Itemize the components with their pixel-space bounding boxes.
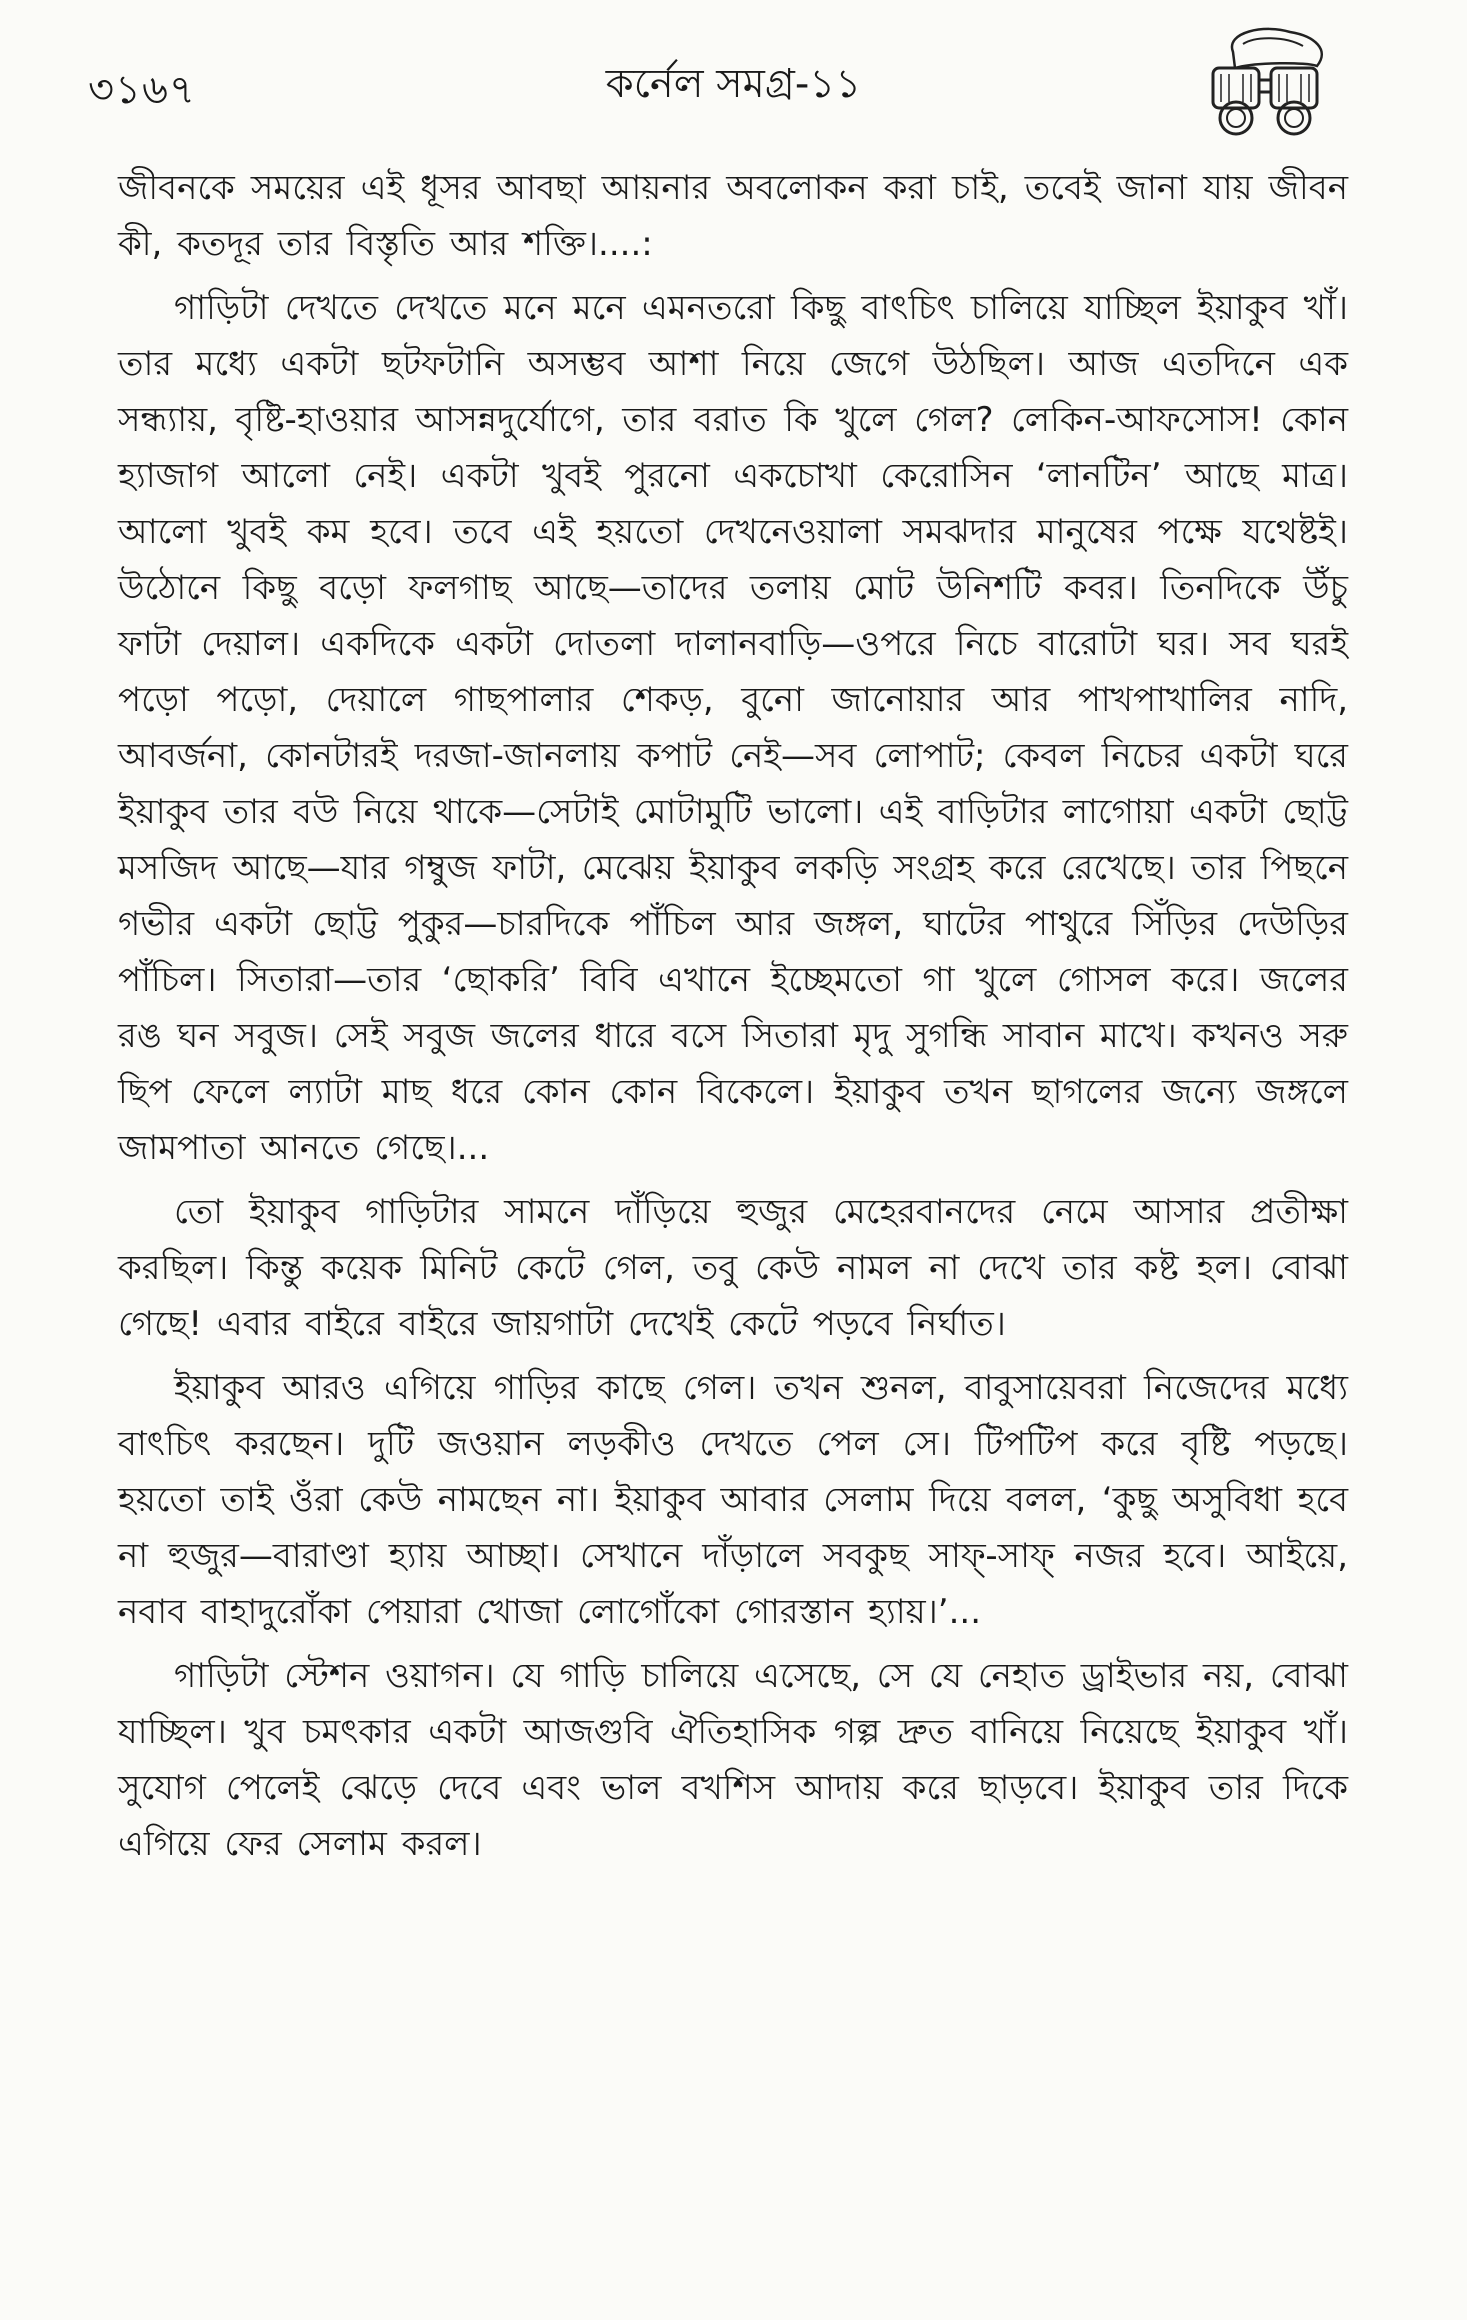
binoculars-logo-icon — [1195, 22, 1335, 137]
paragraph: গাড়িটা দেখতে দেখতে মনে মনে এমনতরো কিছু বাৎচিৎ চালিয়ে যাচ্ছিল ইয়াকুব খাঁ। তার মধ্যে একটা ছটফটানি অসম্ভব আশা নিয়ে জেগে উঠছিল। আজ এতদিনে এক সন্ধ্যায়, বৃষ্টি-হাওয়ার আসন্নদুর্যোগে, তার বরাত কি খুলে গেল? লেকিন-আফসোস! কোন হ্যাজাগ আলো নেই। একটা খুবই পুরনো একচোখা কেরোসিন ‘লানটিন’ আছে মাত্র। আলো খুবই কম হবে। তবে এই হয়তো দেখনেওয়ালা সমঝদার মানুষের পক্ষে যথেষ্টই। উঠোনে কিছু বড়ো ফলগাছ আছে—তাদের তলায় মোট উনিশটি কবর। তিনদিকে উঁচু ফাটা দেয়াল। একদিকে একটা দোতলা দালানবাড়ি—ওপরে নিচে বারোটা ঘর। সব ঘরই পড়ো পড়ো, দেয়ালে গাছপালার শেকড়, বুনো জানোয়ার আর পাখপাখালির নাদি, আবর্জনা, কোনটারই দরজা-জানলায় কপাট নেই—সব লোপাট; কেবল নিচের একটা ঘরে ইয়াকুব তার বউ নিয়ে থাকে—সেটাই মোটামুটি ভালো। এই বাড়িটার লাগোয়া একটা ছোট্ট মসজিদ আছে—যার গম্বুজ ফাটা, মেঝেয় ইয়াকুব লকড়ি সংগ্রহ করে রেখেছে। তার পিছনে গভীর একটা ছোট্ট পুকুর—চারদিকে পাঁচিল আর জঙ্গল, ঘাটের পাথুরে সিঁড়ির দেউড়ির পাঁচিল। সিতারা—তার ‘ছোকরি’ বিবি এখানে ইচ্ছেমতো গা খুলে গোসল করে। জলের রঙ ঘন সবুজ। সেই সবুজ জলের ধারে বসে সিতারা মৃদু সুগন্ধি সাবান মাখে। কখনও সরু ছিপ ফেলে ল্যাটা মাছ ধরে কোন কোন বিকেলে। ইয়াকুব তখন ছাগলের জন্যে জঙ্গলে জামপাতা আনতে গেছে।... — [118, 288, 1348, 1168]
body-text — [118, 160, 1348, 1872]
paragraph: ইয়াকুব আরও এগিয়ে গাড়ির কাছে গেল। তখন শুনল, বাবুসায়েবরা নিজেদের মধ্যে বাৎচিৎ করছেন। দুটি জওয়ান লড়কীও দেখতে পেল সে। টিপটিপ করে বৃষ্টি পড়ছে। হয়তো তাই ওঁরা কেউ নামছেন না। ইয়াকুব আবার সেলাম দিয়ে বলল, ‘কুছু অসুবিধা হবে না হুজুর—বারাণ্ডা হ্যায় আচ্ছা। সেখানে দাঁড়ালে সবকুছ সাফ্-সাফ্ নজর হবে। আইয়ে, নবাব বাহাদুরোঁকা পেয়ারা খোজা লোগোঁকো গোরস্তান হ্যায়।’... — [118, 1368, 1348, 1632]
paragraph: গাড়িটা স্টেশন ওয়াগন। যে গাড়ি চালিয়ে এসেছে, সে যে নেহাত ড্রাইভার নয়, বোঝা যাচ্ছিল। খুব চমৎকার একটা আজগুবি ঐতিহাসিক গল্প দ্রুত বানিয়ে নিয়েছে ইয়াকুব খাঁ। সুযোগ পেলেই ঝেড়ে দেবে এবং ভাল বখশিস আদায় করে ছাড়বে। ইয়াকুব তার দিকে এগিয়ে ফের সেলাম করল। — [118, 1656, 1348, 1864]
page-number: ৩১৬৭ — [88, 67, 196, 113]
paragraph: তো ইয়াকুব গাড়িটার সামনে দাঁড়িয়ে হুজুর মেহেরবানদের নেমে আসার প্রতীক্ষা করছিল। কিন্তু কয়েক মিনিট কেটে গেল, তবু কেউ নামল না দেখে তার কষ্ট হল। বোঝা গেছে! এবার বাইরে বাইরে জায়গাটা দেখেই কেটে পড়বে নির্ঘাত। — [118, 1192, 1348, 1344]
paragraph: জীবনকে সময়ের এই ধূসর আবছা আয়নার অবলোকন করা চাই, তবেই জানা যায় জীবন কী, কতদূর তার বিস্তৃতি আর শক্তি।....: — [118, 168, 1348, 264]
running-title: কর্নেল সমগ্র-১১ — [605, 61, 862, 107]
